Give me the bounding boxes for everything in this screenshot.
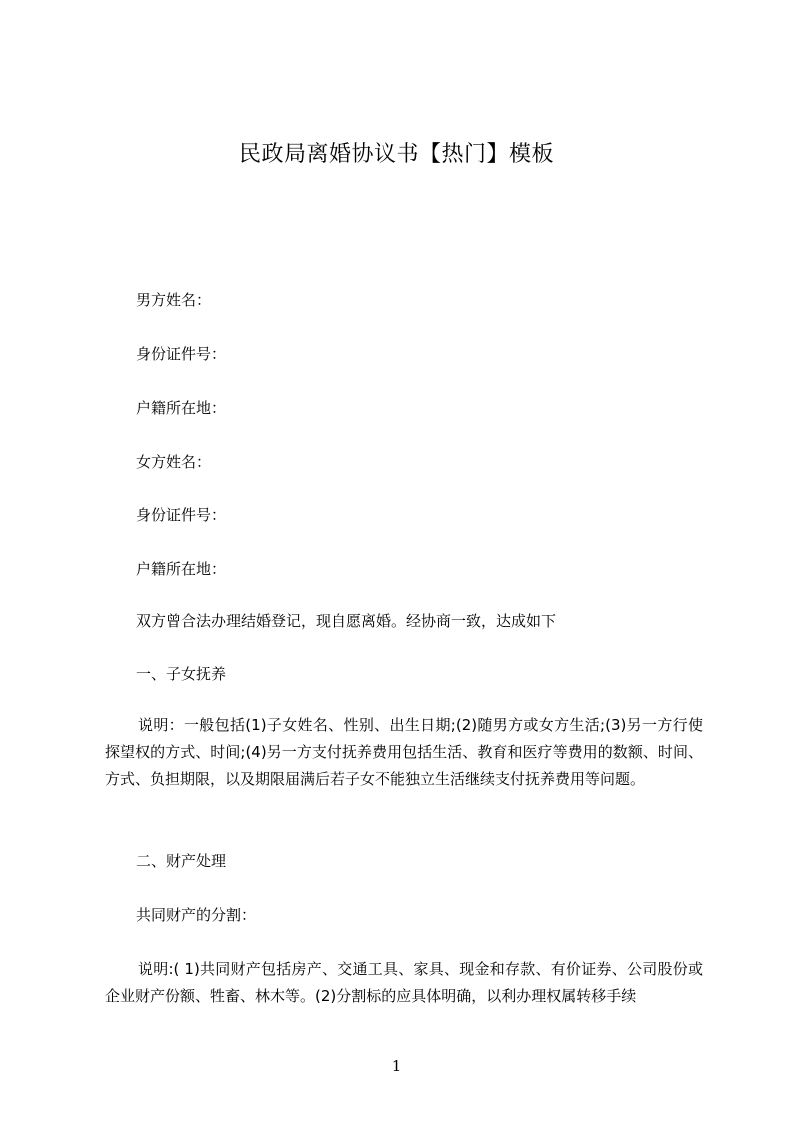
intro-paragraph: 双方曾合法办理结婚登记，现自愿离婚。经协商一致，达成如下: [136, 612, 557, 630]
document-title: 民政局离婚协议书【热门】模板: [238, 142, 554, 167]
male-id-label: 身份证件号：: [136, 345, 227, 363]
section-heading-child-custody: 一、子女抚养: [136, 665, 227, 683]
section-heading-property: 二、财产处理: [136, 852, 227, 870]
joint-property-subheading: 共同财产的分割：: [136, 906, 257, 924]
female-id-label: 身份证件号：: [136, 506, 227, 524]
female-household-label: 户籍所在地：: [136, 560, 227, 578]
page-number: 1: [391, 1057, 402, 1075]
property-note: 说明:( 1)共同财产包括房产、交通工具、家具、现金和存款、有价证券、公司股份或企业财产份额、牲畜、林木等。(2)分割标的应具体明确，以利办理权属转移手续: [105, 960, 703, 1005]
male-household-label: 户籍所在地：: [136, 399, 227, 417]
female-name-label: 女方姓名：: [136, 453, 212, 471]
child-custody-note: 说明：一般包括(1)子女姓名、性别、出生日期;(2)随男方或女方生活;(3)另一方行使探望权的方式、时间;(4)另一方支付抚养费用包括生活、教育和医疗等费用的数额、时间、方式、负担期限，以及期限届满后若子女不能独立生活继续支付抚养费用等问题。: [105, 716, 703, 788]
male-name-label: 男方姓名：: [136, 291, 212, 309]
